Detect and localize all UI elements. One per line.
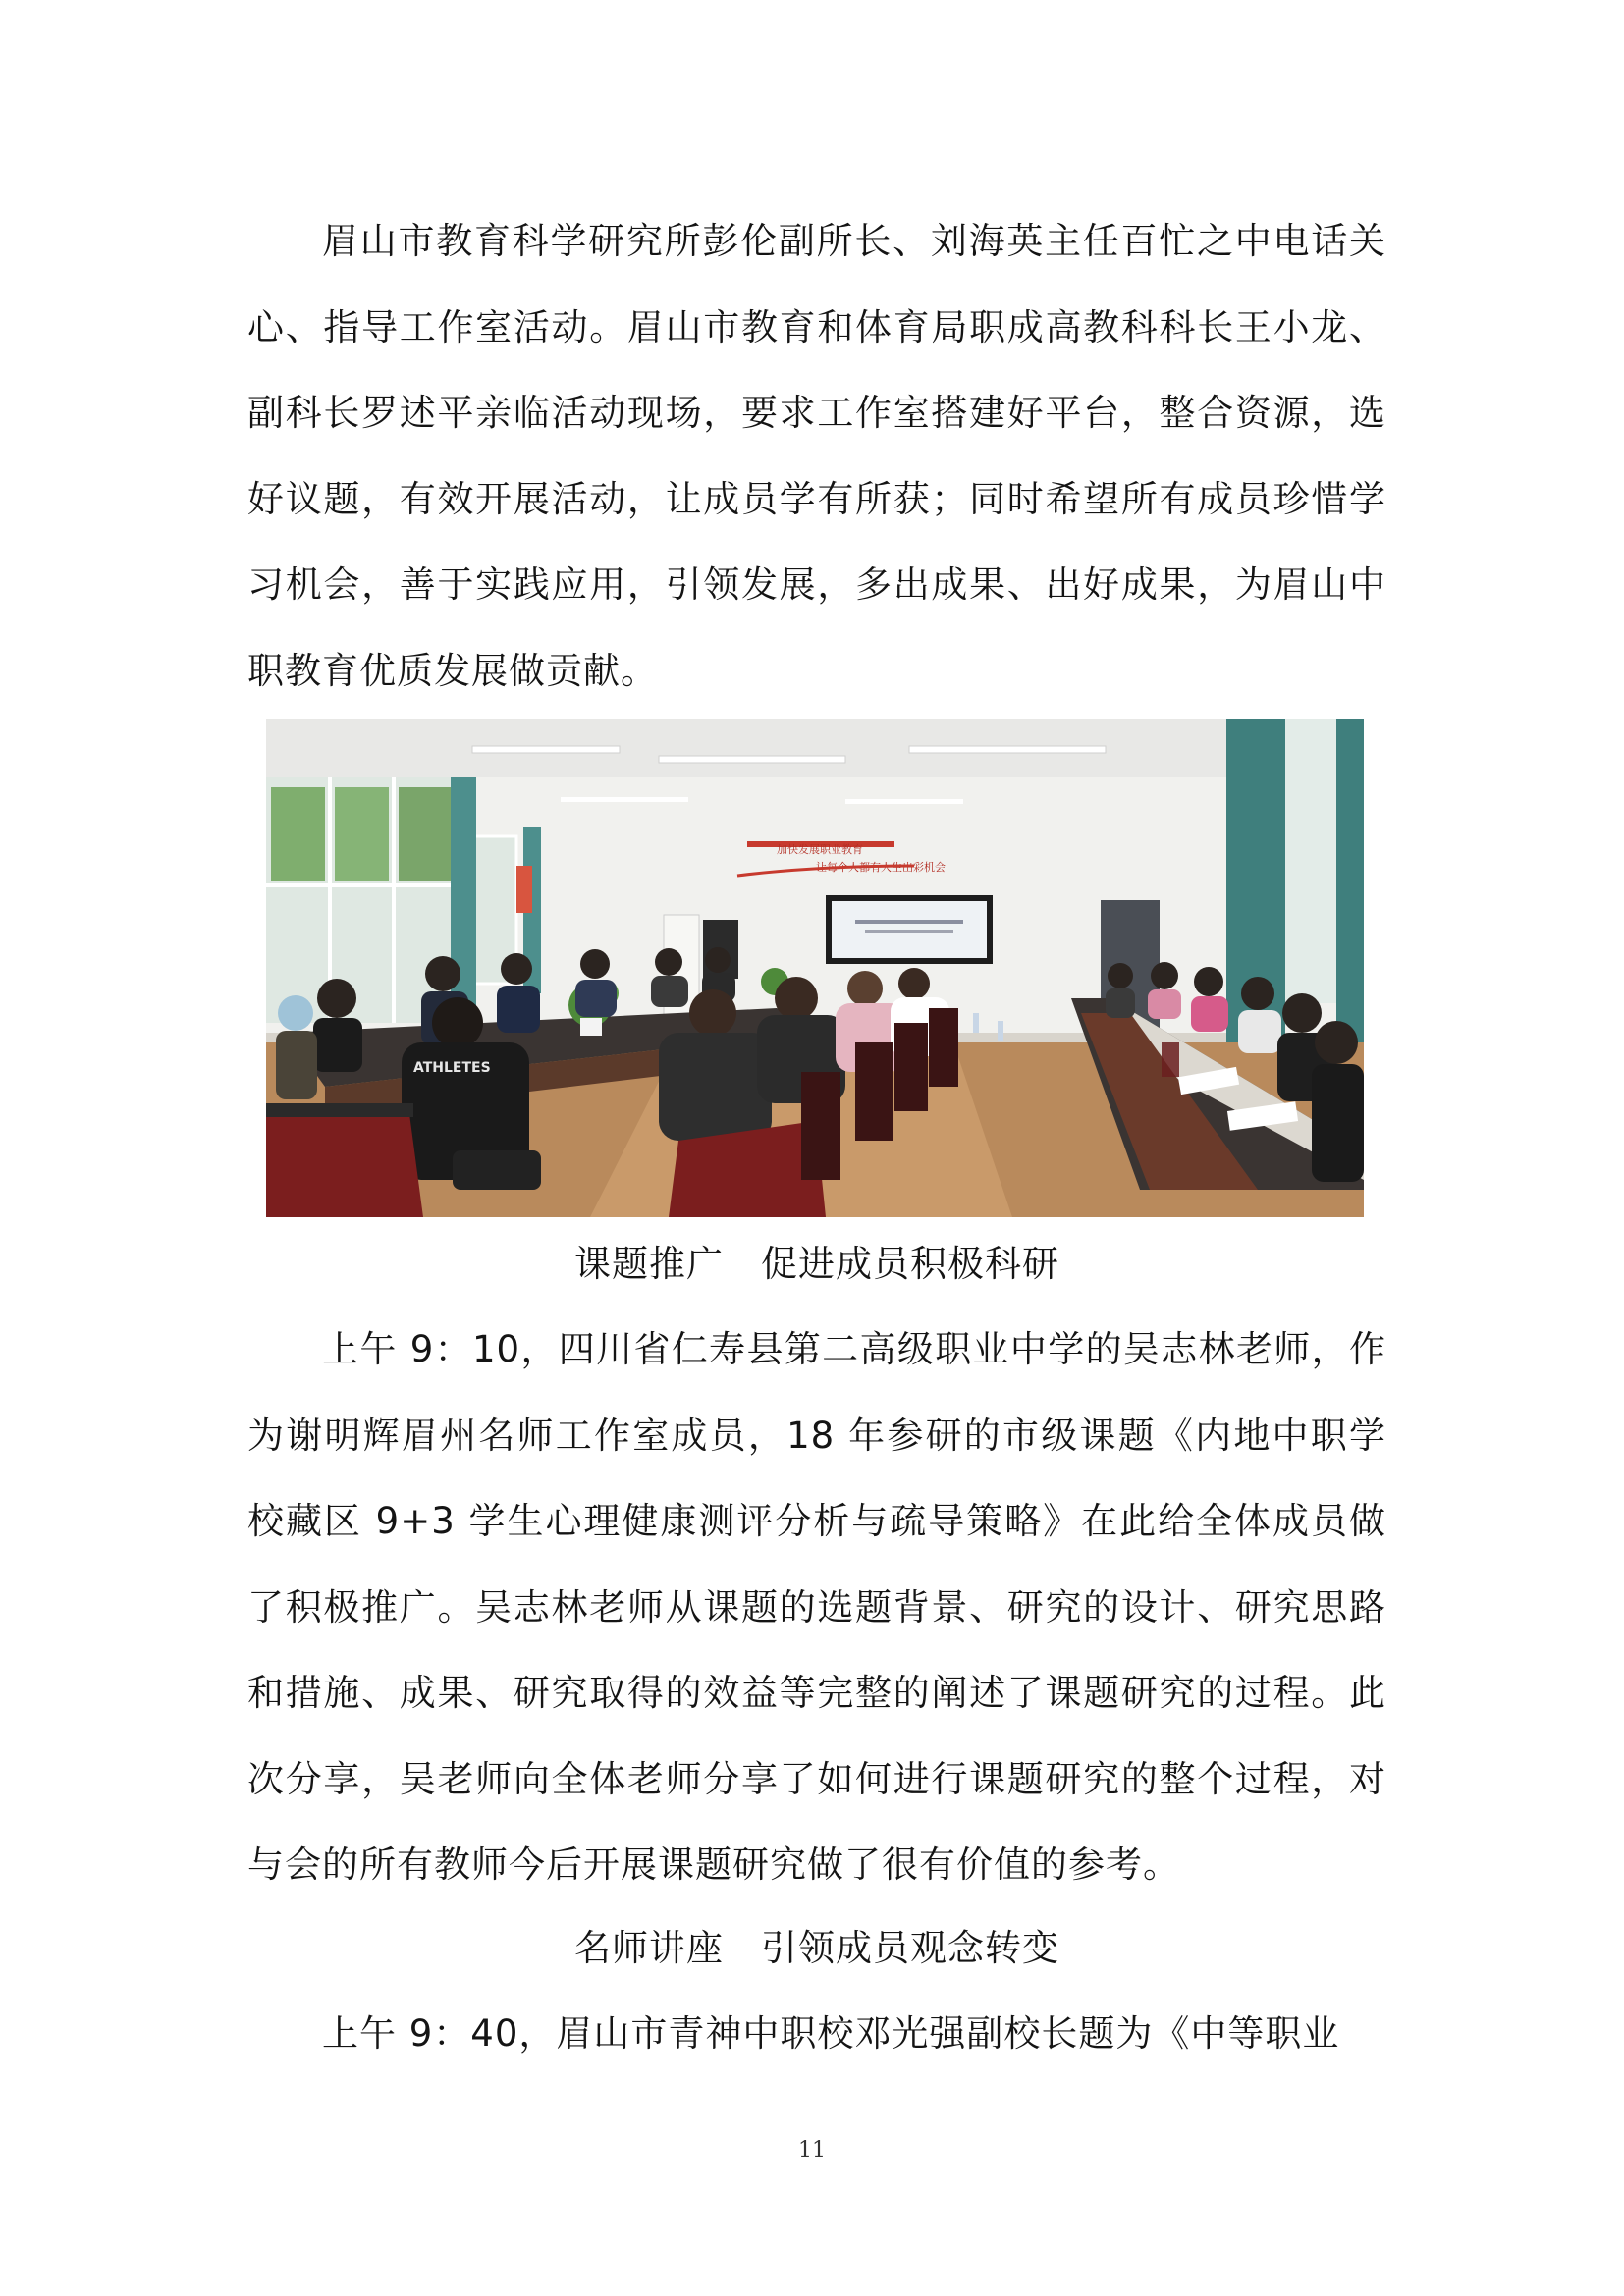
caption-research-promotion: 课题推广 促进成员积极科研 [574,1243,1059,1285]
shirt-text: ATHLETES [413,1060,491,1076]
page-number: 11 [798,2138,826,2163]
meeting-room-photo [266,719,1364,1217]
paragraph-project-promotion: 上午 9：10，四川省仁寿县第二高级职业中学的吴志林老师，作为谢明辉眉州名师工作室成员，18 年参研的市级课题《内地中职学校藏区 9+3 学生心理健康测评分析与疏导策略》在此给全体成员做了积极推广。吴志林老师从课题的选题背景、研究的设计、研究思路和措施、成果、研究取得的效益等完整的阐述了课题研究的过程。此次分享，吴老师向全体老师分享了如何进行课题研究的整个过程，对与会的所有教师今后开展课题研究做了很有价值的参考。 [247,1328,1386,1886]
paragraph-lecture-intro: 上午 9：40，眉山市青神中职校邓光强副校长题为《中等职业 [322,2012,1340,2055]
banner-line-2: 让每个人都有人生出彩机会 [816,861,946,874]
paragraph-officials: 眉山市教育科学研究所彭伦副所长、刘海英主任百忙之中电话关心、指导工作室活动。眉山市教育和体育局职成高教科科长王小龙、副科长罗述平亲临活动现场，要求工作室搭建好平台，整合资源，选好议题，有效开展活动，让成员学有所获；同时希望所有成员珍惜学习机会，善于实践应用，引领发展，多出成果、出好成果，为眉山中职教育优质发展做贡献。 [247,220,1386,692]
banner-line-1: 加快发展职业教育 [777,843,863,856]
caption-expert-lecture: 名师讲座 引领成员观念转变 [574,1927,1059,1969]
